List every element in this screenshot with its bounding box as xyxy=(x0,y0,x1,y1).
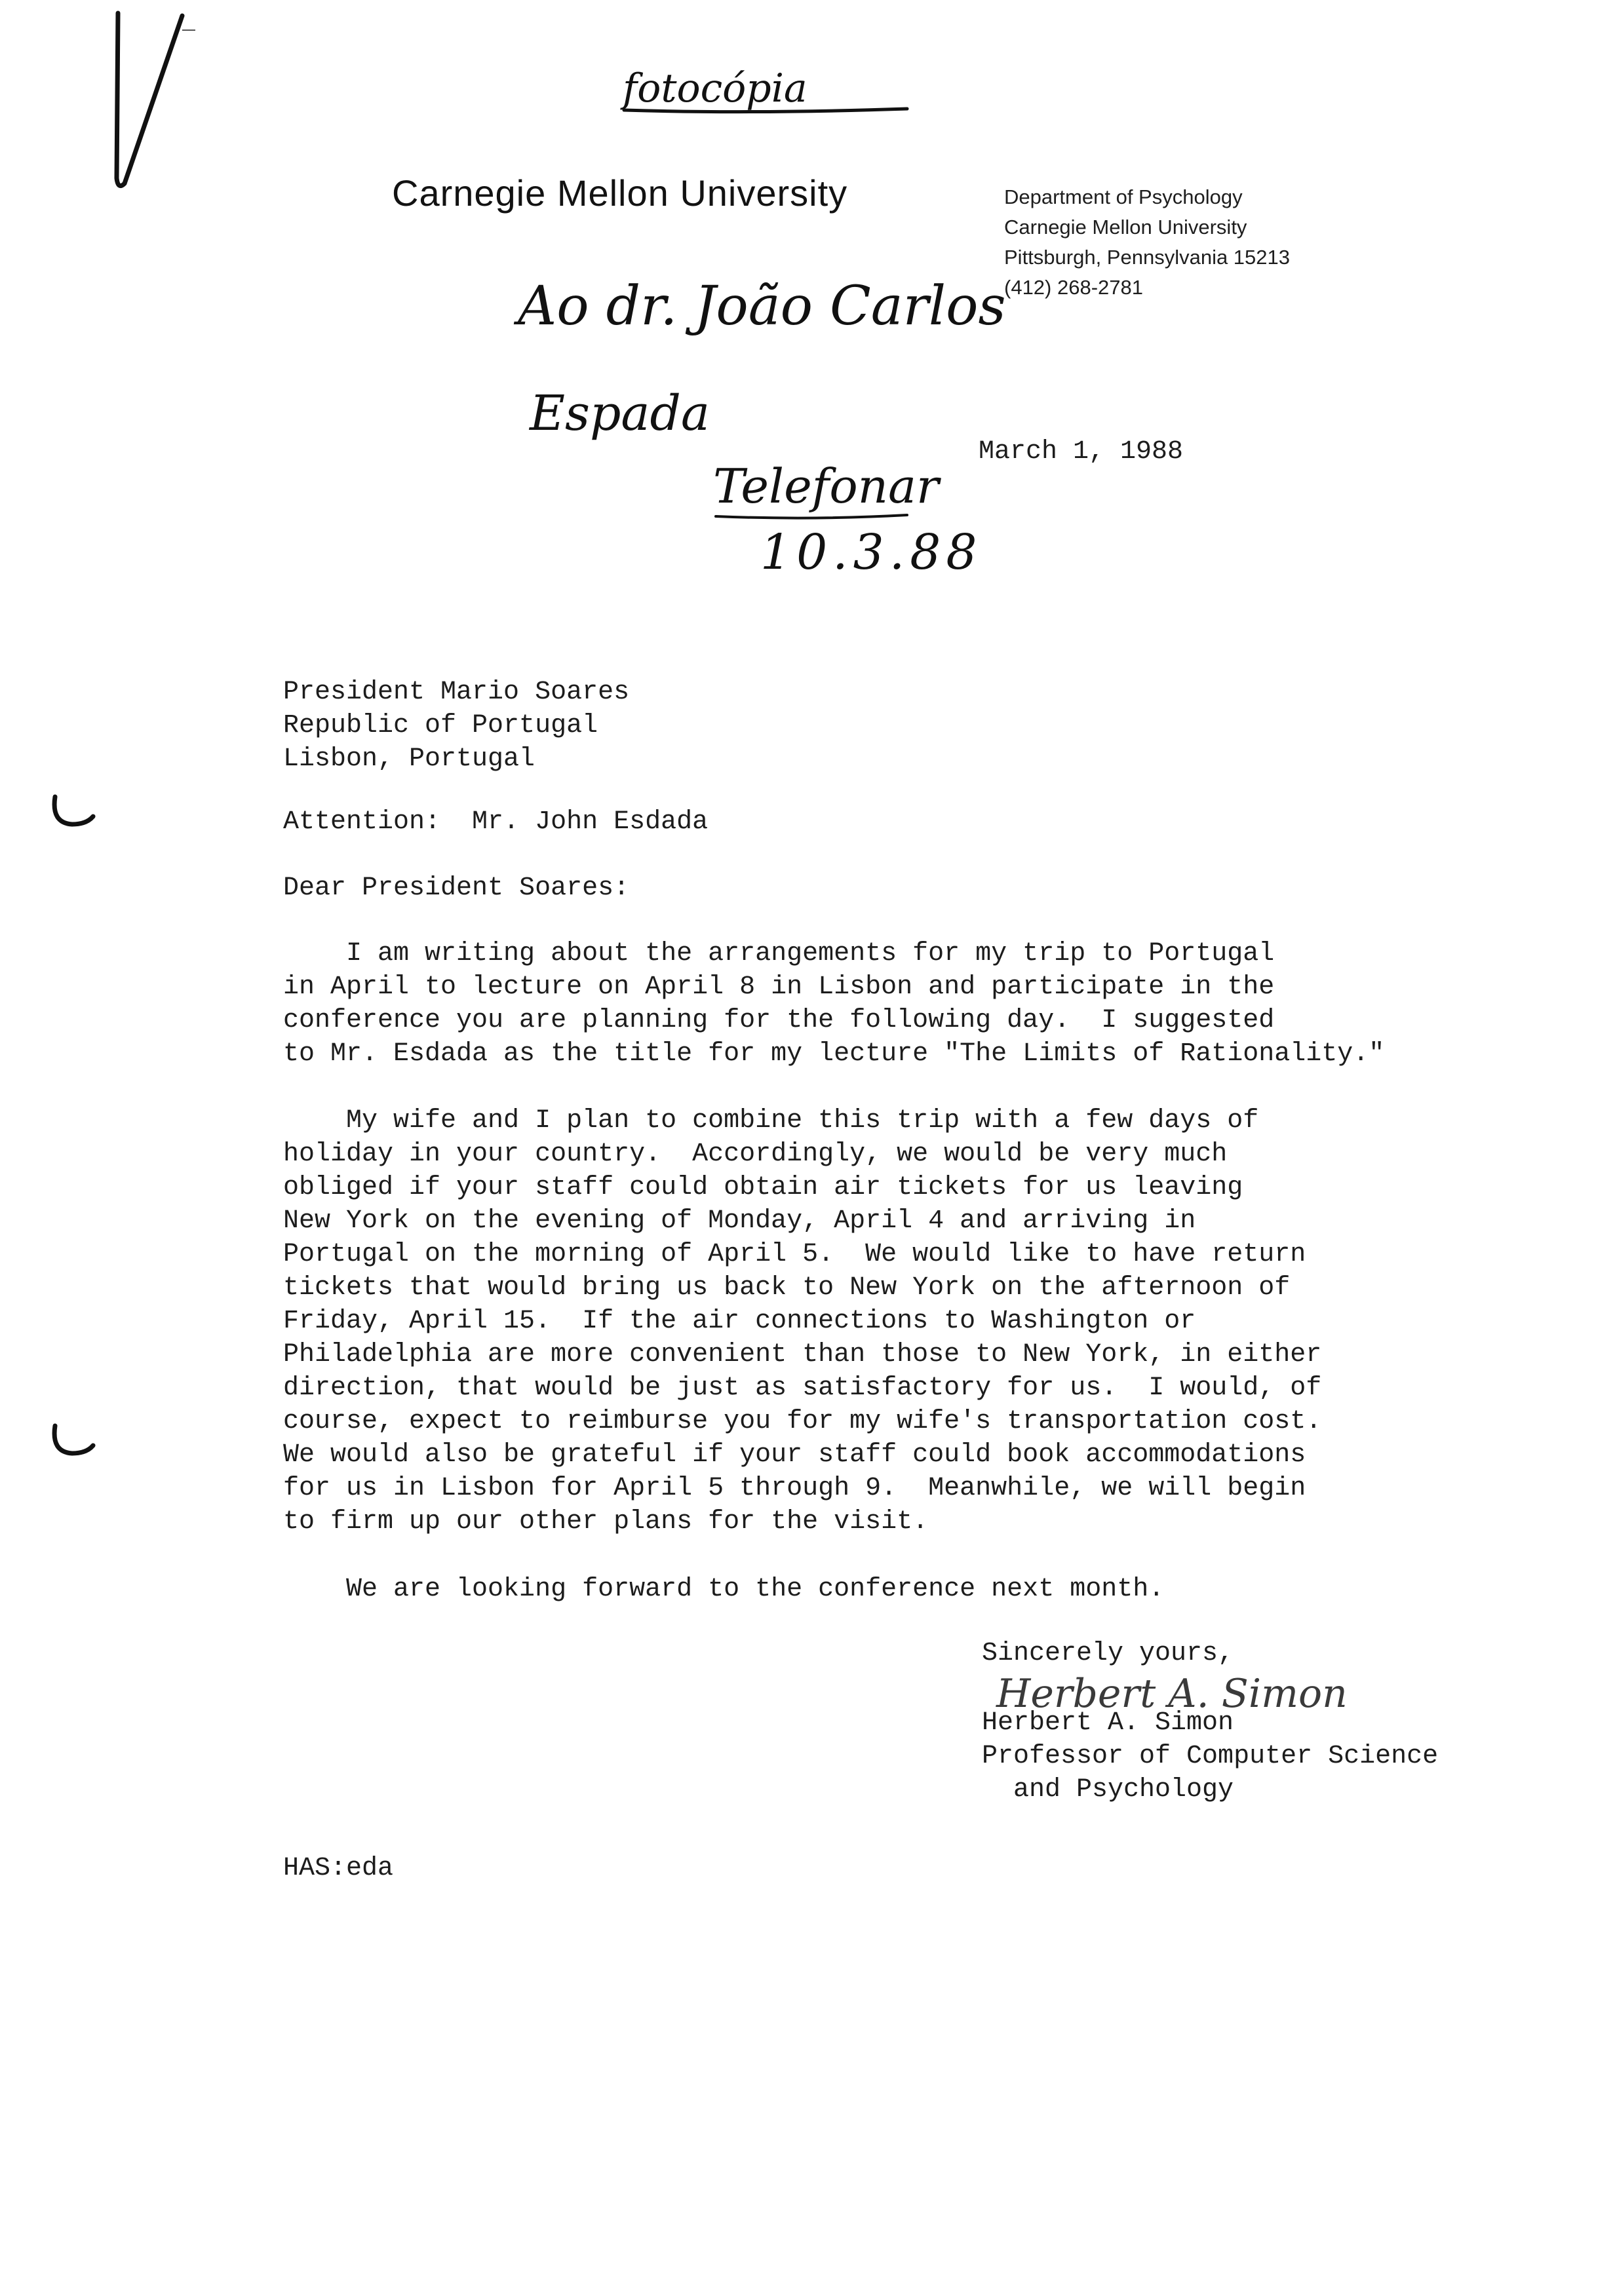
body-line: tickets that would bring us back to New York on the afternoon of xyxy=(283,1273,1291,1303)
phone: (412) 268-2781 xyxy=(1004,276,1143,299)
recipient-org: Republic of Portugal xyxy=(283,711,598,740)
handwritten-signature: Herbert A. Simon xyxy=(996,1671,1348,1717)
body-line: Portugal on the morning of April 5. We would like to have return xyxy=(283,1240,1306,1269)
city: Pittsburgh, Pennsylvania 15213 xyxy=(1004,246,1291,269)
underline-icon xyxy=(621,104,910,117)
body-line: direction, that would be just as satisfactory for us. I would, of xyxy=(283,1373,1322,1403)
body-line: to Mr. Esdada as the title for my lecture "The Limits of Rationality." xyxy=(283,1039,1385,1069)
recipient-city: Lisbon, Portugal xyxy=(283,744,535,774)
signer-name: Herbert A. Simon xyxy=(982,1708,1234,1738)
body-line: My wife and I plan to combine this trip with a few days of xyxy=(283,1106,1259,1136)
body-line: Philadelphia are more convenient than those to New York, in either xyxy=(283,1340,1322,1369)
handwritten-date: 10.3.88 xyxy=(760,524,983,581)
institution: Carnegie Mellon University xyxy=(1004,216,1247,239)
body-paragraph-1 xyxy=(283,937,1463,1071)
letterhead-address xyxy=(1004,182,1290,303)
body-line: in April to lecture on April 8 in Lisbon and participate in the xyxy=(283,972,1275,1002)
body-paragraph-3 xyxy=(283,1573,1463,1606)
handwritten-note-line3: Telefonar xyxy=(713,459,939,514)
punch-mark-icon xyxy=(46,1422,98,1461)
punch-mark-icon xyxy=(46,793,98,832)
department: Department of Psychology xyxy=(1004,185,1243,208)
body-line: We are looking forward to the conference next month. xyxy=(283,1575,1165,1604)
closing-block xyxy=(982,1637,1438,1807)
valediction: Sincerely yours, xyxy=(982,1639,1234,1668)
body-line: holiday in your country. Accordingly, we would be very much xyxy=(283,1139,1228,1169)
recipient-name: President Mario Soares xyxy=(283,678,630,707)
underline-icon xyxy=(713,511,910,524)
recipient-address xyxy=(283,676,629,776)
check-mark-icon xyxy=(105,7,197,190)
body-line: Friday, April 15. If the air connections to Washington or xyxy=(283,1307,1196,1336)
body-line: I am writing about the arrangements for my trip to Portugal xyxy=(283,939,1275,968)
body-line: obliged if your staff could obtain air tickets for us leaving xyxy=(283,1173,1243,1202)
handwritten-fotocopia: fotocópia xyxy=(623,66,808,111)
salutation: Dear President Soares: xyxy=(283,873,630,903)
reference-initials: HAS:eda xyxy=(283,1854,394,1883)
signer-title-2: and Psychology xyxy=(982,1775,1234,1805)
letter-date: March 1, 1988 xyxy=(979,437,1184,467)
signer-title: Professor of Computer Science xyxy=(982,1742,1439,1771)
body-line: New York on the evening of Monday, April 4 and arriving in xyxy=(283,1206,1196,1236)
handwritten-note-line1: Ao dr. João Carlos xyxy=(518,275,1006,337)
attention-line: Attention: Mr. John Esdada xyxy=(283,807,709,837)
body-line: to firm up our other plans for the visit. xyxy=(283,1507,929,1537)
handwritten-note-line2: Espada xyxy=(530,385,710,442)
body-line: We would also be grateful if your staff could book accommodations xyxy=(283,1440,1306,1470)
body-paragraph-2 xyxy=(283,1104,1463,1539)
body-line: for us in Lisbon for April 5 through 9. Meanwhile, we will begin xyxy=(283,1474,1306,1503)
body-line: course, expect to reimburse you for my wife's transportation cost. xyxy=(283,1407,1322,1436)
body-line: conference you are planning for the following day. I suggested xyxy=(283,1006,1275,1035)
letterhead-university: Carnegie Mellon University xyxy=(392,172,848,214)
